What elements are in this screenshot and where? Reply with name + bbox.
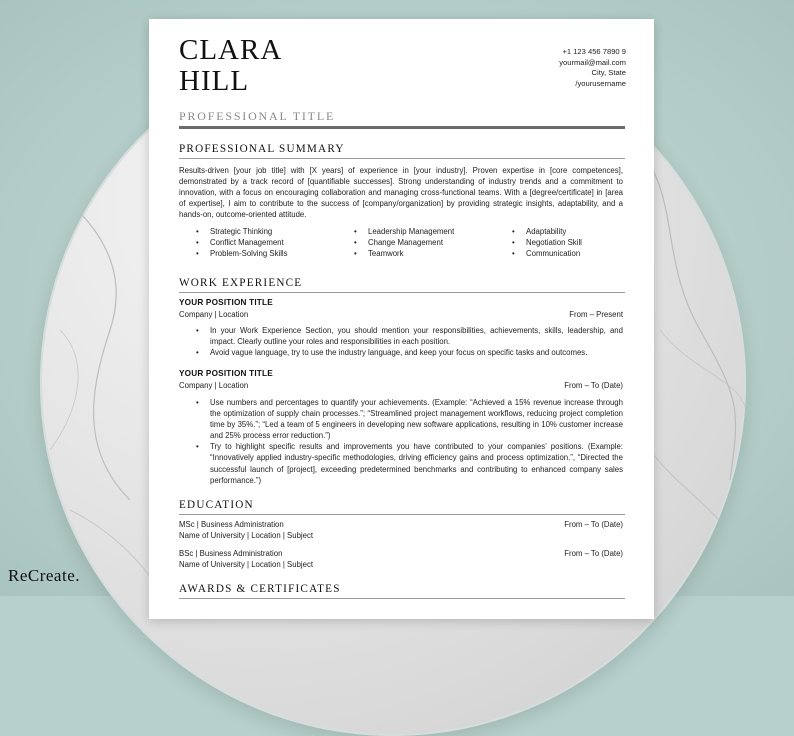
summary-text: Results-driven [your job title] with [X years] of experience in [your industry]. Proven expertise in [core competences], demonstrated by a track record of [quantifiable successes]. Strong understanding of industry trends and a commitment to innovation, with a focus on encouraging collaboration and managing cross-functional teams. With a [degree/certificate] in [area of expertise], I aim to contribute to the success of [company/organization] by providing strategic insights, adaptability, and a hands-on, outcome-oriented attitude. xyxy=(179,166,623,220)
job-bullet: • In your Work Experience Section, you should mention your responsibilities, achievements, skills, leadership, and impact. Clearly outline your roles and responsibilities in each position. xyxy=(179,325,623,347)
job-dates: From – To (Date) xyxy=(564,381,623,390)
job-company: Company | Location xyxy=(179,310,249,319)
education-dates: From – To (Date) xyxy=(564,549,623,558)
skill-item: • Leadership Management xyxy=(337,226,454,237)
name-last: HILL xyxy=(179,65,250,97)
skills-column-3 xyxy=(495,226,582,259)
job-title: YOUR POSITION TITLE xyxy=(179,298,273,307)
contact-profile: /yourusername xyxy=(575,78,626,88)
skill-item: • Strategic Thinking xyxy=(179,226,288,237)
skill-item: • Problem-Solving Skills xyxy=(179,248,288,259)
resume-name xyxy=(179,35,282,97)
job-dates: From – Present xyxy=(569,310,623,319)
job-bullet: • Avoid vague language, try to use the industry language, and keep your focus on specific tasks and outcomes. xyxy=(179,347,623,358)
awards-heading: AWARDS & CERTIFICATES xyxy=(179,583,341,595)
education-details: Name of University | Location | Subject xyxy=(179,560,314,569)
brand-logo: ReCreate. xyxy=(8,566,80,585)
skill-item: • Teamwork xyxy=(337,248,454,259)
education-dates: From – To (Date) xyxy=(564,520,623,529)
education-entry xyxy=(179,549,623,558)
job-meta xyxy=(179,381,623,390)
skill-item: • Conflict Management xyxy=(179,237,288,248)
experience-heading: WORK EXPERIENCE xyxy=(179,277,303,289)
education-degree: MSc | Business Administration xyxy=(179,520,284,529)
job-title: YOUR POSITION TITLE xyxy=(179,369,273,378)
name-first: CLARA xyxy=(179,34,283,66)
skills-column-2 xyxy=(337,226,454,259)
contact-email: yourmail@mail.com xyxy=(559,57,626,67)
skill-item: • Adaptability xyxy=(495,226,582,237)
education-entry xyxy=(179,520,623,529)
job-bullets xyxy=(179,397,623,486)
experience-divider xyxy=(179,292,625,293)
job-bullet: • Try to highlight specific results and improvements you have contributed to your companies’ positions. (Example: “Innovatively applied industry-specific methodologies, driving efficiency gains and process optimization.”, “Directed the successful launch of [project], exceeding predetermined benchmarks and contributing to enhanced company sales performance.”) xyxy=(179,441,623,485)
job-meta xyxy=(179,310,623,319)
skill-item: • Communication xyxy=(495,248,582,259)
education-heading: EDUCATION xyxy=(179,499,254,511)
professional-title: PROFESSIONAL TITLE xyxy=(179,109,336,123)
job-bullets xyxy=(179,325,623,358)
skill-item: • Change Management xyxy=(337,237,454,248)
skills-column-1 xyxy=(179,226,288,259)
education-divider xyxy=(179,514,625,515)
job-bullet: • Use numbers and percentages to quantify your achievements. (Example: “Achieved a 15% revenue increase through the optimization of supply chain processes.”; “Streamlined project management workflows, reducing project completion time by 35%.”; “Led a team of 5 engineers in developing new software applications, resulting in 10% customer increase and 25% process error reduction.”) xyxy=(179,397,623,441)
education-degree: BSc | Business Administration xyxy=(179,549,283,558)
summary-heading: PROFESSIONAL SUMMARY xyxy=(179,143,345,155)
skill-item: • Negotiation Skill xyxy=(495,237,582,248)
awards-divider xyxy=(179,598,625,599)
contact-block xyxy=(559,47,626,89)
job-company: Company | Location xyxy=(179,381,249,390)
summary-divider xyxy=(179,158,625,159)
contact-phone: +1 123 456 7890 9 xyxy=(562,47,626,56)
title-divider xyxy=(179,126,625,129)
education-details: Name of University | Location | Subject xyxy=(179,531,314,540)
contact-location: City, State xyxy=(591,68,626,78)
resume-page xyxy=(149,19,654,619)
